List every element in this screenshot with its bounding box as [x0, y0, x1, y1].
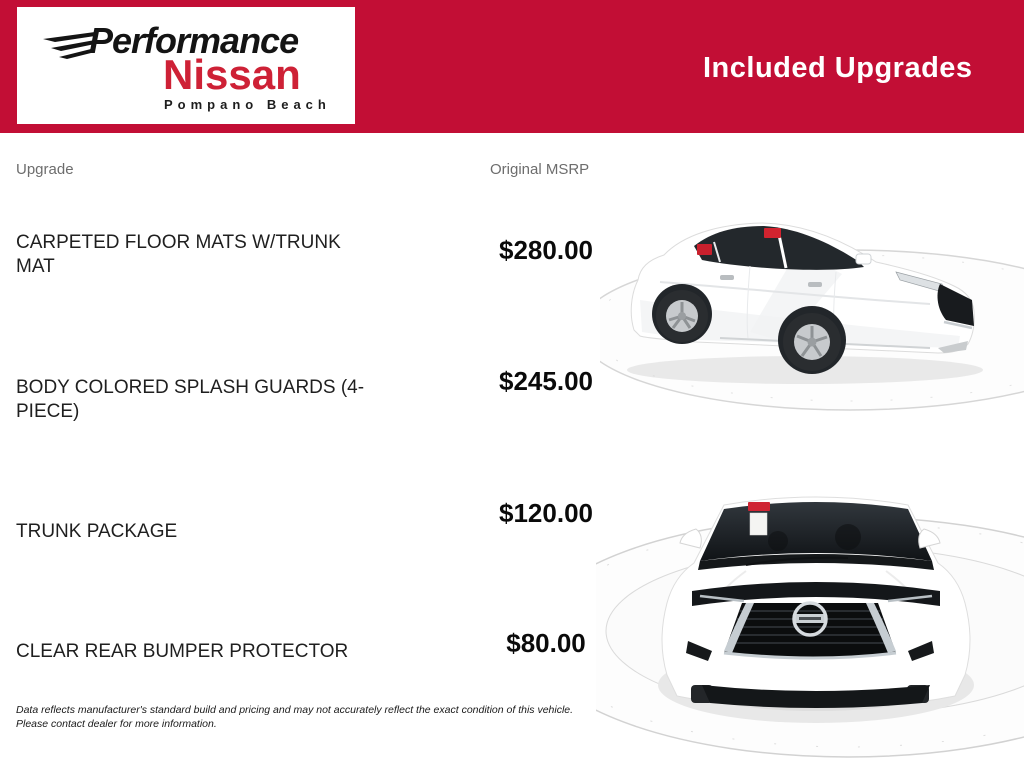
- column-header-upgrade: Upgrade: [16, 161, 74, 178]
- upgrade-price: $280.00: [499, 235, 593, 265]
- dealer-name-nissan: Nissan: [163, 51, 301, 98]
- upgrade-label: CARPETED FLOOR MATS W/TRUNK MAT: [16, 232, 341, 277]
- upgrade-price: $245.00: [499, 366, 593, 396]
- upgrade-label: BODY COLORED SPLASH GUARDS (4-PIECE): [16, 377, 365, 422]
- upgrade-label: CLEAR REAR BUMPER PROTECTOR: [16, 641, 349, 662]
- upgrade-price: $80.00: [506, 628, 586, 658]
- vehicle-photo-front-view: [596, 445, 1024, 768]
- upgrade-label: TRUNK PACKAGE: [16, 521, 178, 542]
- white-sedan-front-view-icon: [596, 445, 1024, 768]
- column-header-original-msrp: Original MSRP: [490, 161, 590, 178]
- white-sedan-side-view-icon: [600, 180, 1024, 422]
- dealer-name-performance: Performance: [89, 20, 299, 61]
- dealer-logo: [17, 7, 355, 124]
- header-banner: [0, 0, 1024, 133]
- upgrade-price: $120.00: [499, 498, 593, 528]
- dealer-city: Pompano Beach: [164, 97, 331, 112]
- disclaimer-text: Data reflects manufacturer's standard build and pricing and may not accurately reflect the exact condition of this vehicle. Please contact dealer for more information.: [16, 704, 574, 730]
- vehicle-photo-side-view: [600, 180, 1024, 422]
- page-title: Included Upgrades: [703, 52, 973, 84]
